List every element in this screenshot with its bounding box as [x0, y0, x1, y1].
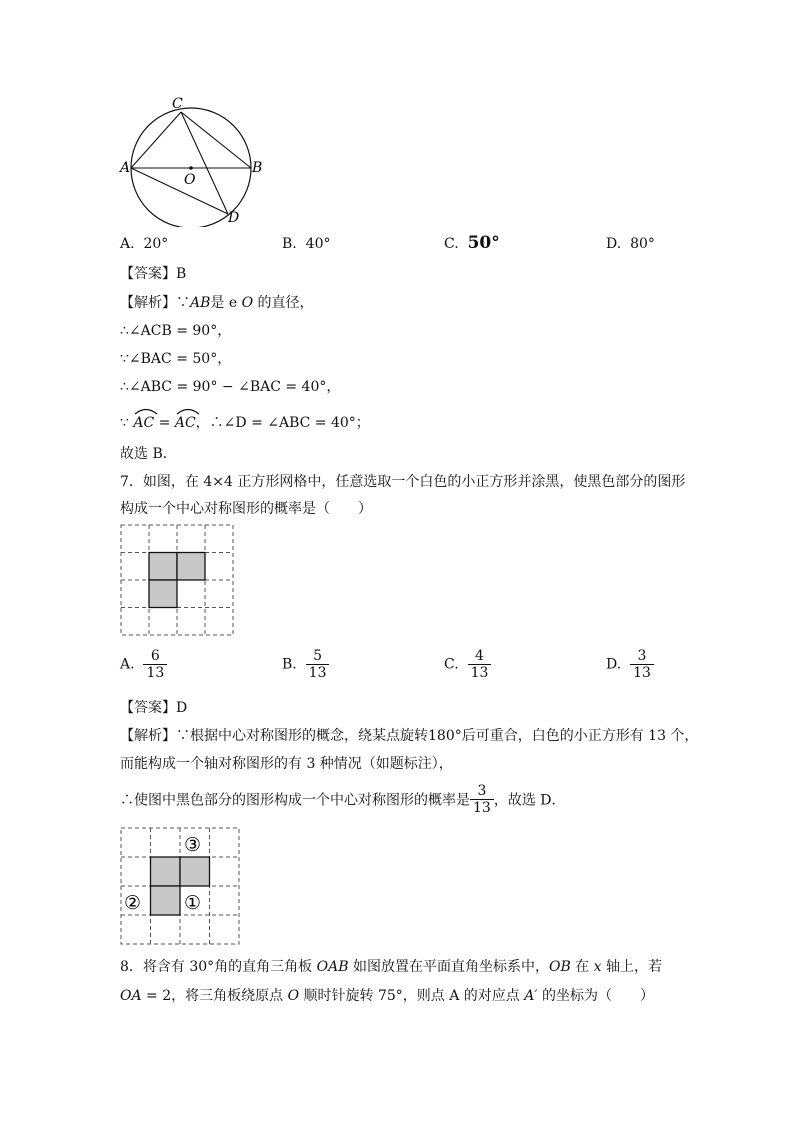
q6-analysis-line2: ∴∠ACB = 90°， — [120, 323, 232, 339]
mark-1: ① — [184, 892, 202, 914]
q6-option-a[interactable] — [120, 236, 168, 252]
q6-analysis-line5: ∵ AC = AC，∴∠D = ∠ABC = 40°； — [120, 412, 370, 432]
q7-analysis-line2: 而能构成一个轴对称图形的有 3 种情况（如题标注）， — [120, 756, 453, 772]
circle-figure — [118, 92, 278, 227]
q6-analysis-line1: 【解析】∵AB是 e O 的直径， — [120, 295, 314, 311]
option-value: 40° — [305, 236, 331, 252]
option-letter: A. — [120, 236, 135, 252]
q6-answer: 【答案】B — [120, 266, 187, 282]
mark-2: ② — [124, 892, 142, 914]
option-value: 80° — [630, 236, 655, 252]
q6-analysis-line4: ∴∠ABC = 90° − ∠BAC = 40°， — [120, 379, 341, 395]
arc-icon — [175, 405, 201, 415]
option-value: 50° — [467, 233, 500, 253]
option-letter: C. — [444, 236, 459, 252]
option-letter: B. — [282, 236, 297, 252]
q6-option-b[interactable] — [282, 236, 330, 252]
q7-option-a[interactable]: A. $\frac{6}{13}$ — [120, 648, 167, 681]
label-B: B — [252, 160, 263, 176]
label-A: A — [120, 160, 131, 176]
q7-option-b[interactable]: B. $\frac{5}{13}$ — [282, 648, 329, 681]
arc-ac-2: AC — [175, 415, 196, 431]
grid-figure-2 — [118, 826, 242, 948]
q7-analysis-line3: ∴使图中黑色部分的图形构成一个中心对称图形的概率是 $\frac{3}{13}$ ，故选 D． — [120, 783, 566, 817]
arc-icon — [133, 405, 159, 415]
option-value: 20° — [143, 236, 169, 252]
label-O: O — [184, 172, 196, 188]
label-D: D — [228, 210, 240, 226]
q7-option-c[interactable]: C. $\frac{4}{13}$ — [444, 648, 491, 681]
label-C: C — [172, 96, 183, 112]
option-letter: D. — [606, 236, 622, 252]
grid-figure-1 — [118, 523, 238, 639]
q7-stem-line2: 构成一个中心对称图形的概率是（ ） — [120, 501, 372, 517]
q6-analysis-line3: ∵∠BAC = 50°， — [120, 351, 232, 367]
q8-line2: OA = 2，将三角板绕原点 O 顺时针旋转 75°，则点 A 的对应点 A′ 的坐标为（ ） — [120, 988, 655, 1004]
q6-option-d[interactable] — [606, 236, 655, 252]
q8-line1: 8．将含有 30°角的直角三角板 OAB 如图放置在平面直角坐标系中，OB 在 x 轴上，若 — [120, 959, 662, 975]
q6-analysis-line6: 故选 B． — [120, 446, 177, 462]
q7-answer: 【答案】D — [120, 700, 188, 716]
q6-option-c[interactable] — [444, 233, 500, 253]
arc-ac-1: AC — [133, 415, 154, 431]
q7-stem-line1: 7．如图，在 4×4 正方形网格中，任意选取一个白色的小正方形并涂黑，使黑色部分的图形 — [120, 474, 686, 490]
q7-option-d[interactable]: D. $\frac{3}{13}$ — [606, 648, 654, 681]
q7-analysis-line1: 【解析】∵根据中心对称图形的概念，绕某点旋转180°后可重合，白色的小正方形有 13 个， — [120, 728, 699, 744]
mark-3: ③ — [184, 834, 202, 856]
